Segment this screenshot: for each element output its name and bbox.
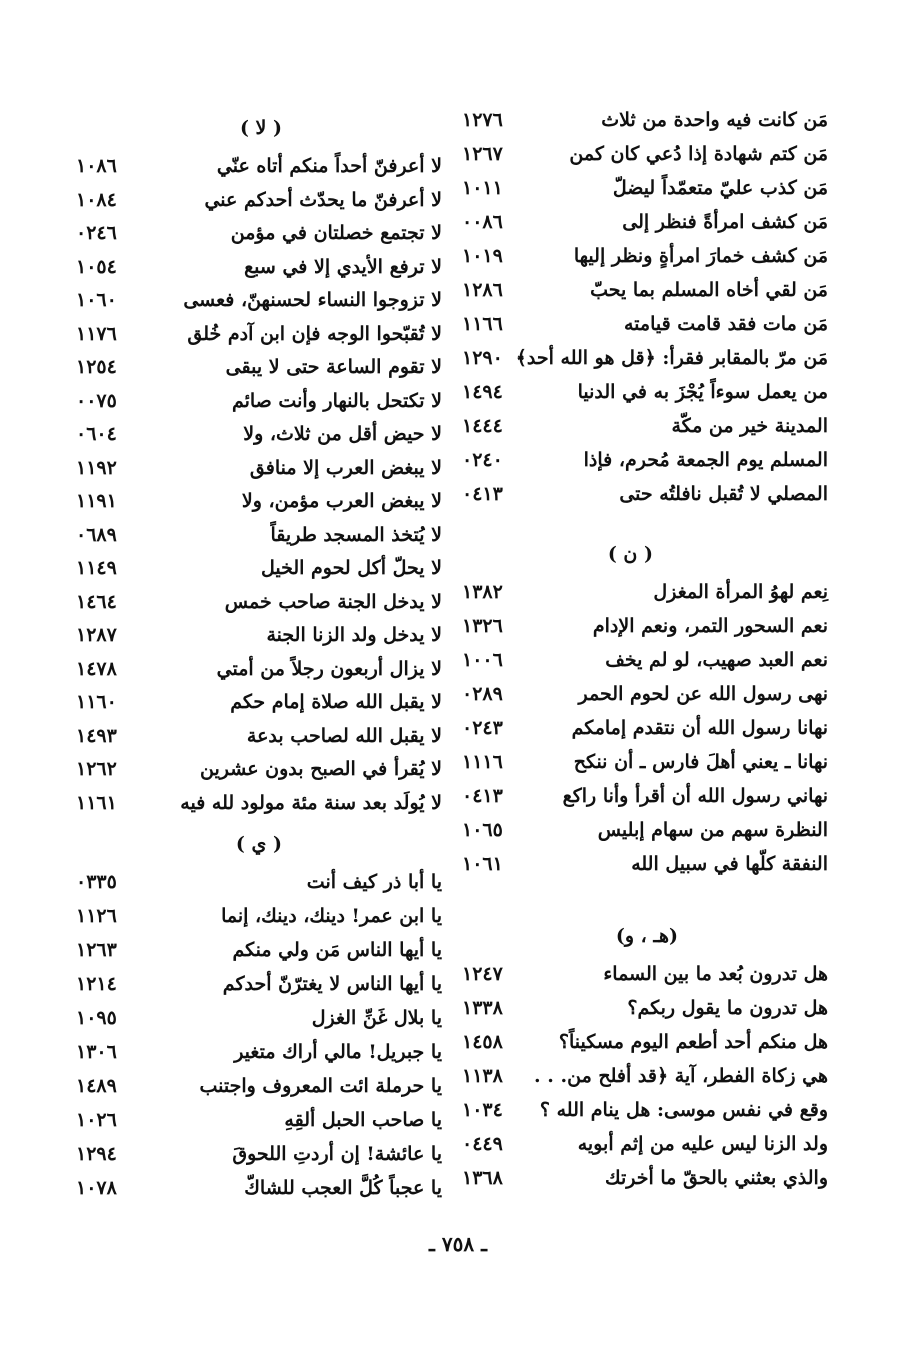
hadith-number: ١٢٨٦ xyxy=(462,279,503,301)
hadith-number: ١٤٩٣ xyxy=(76,724,117,747)
index-entry xyxy=(458,1128,828,1160)
index-entry xyxy=(458,308,828,340)
hadith-number: ١١٦٠ xyxy=(76,691,117,713)
hadith-number: ١١٢٦ xyxy=(76,905,117,927)
hadith-number: ١١٣٨ xyxy=(462,1065,503,1087)
index-entry xyxy=(60,1070,442,1102)
hadith-number: ٠٦٨٩ xyxy=(76,523,117,546)
index-entry xyxy=(458,172,828,204)
hadith-phrase: يا حرملة ائت المعروف واجتنب xyxy=(199,1075,442,1097)
hadith-number: ١٢٦٣ xyxy=(76,939,117,961)
hadith-phrase: يا عائشة! إن أردتِ اللحوقَ xyxy=(232,1143,442,1165)
hadith-phrase: يا ابن عمر! دينك، دينك، إنما xyxy=(221,905,442,927)
index-entry xyxy=(60,217,442,249)
page-number: ـ ٧٥٨ ـ xyxy=(429,1232,487,1256)
hadith-phrase: هل منكم أحد أطعم اليوم مسكيناً؟ xyxy=(558,1031,828,1053)
hadith-number: ٠٢٨٩ xyxy=(462,683,503,705)
hadith-phrase: لا يُقرأ في الصبح بدون عشرين xyxy=(200,758,442,780)
index-entry xyxy=(458,1060,828,1092)
hadith-number: ١٠١١ xyxy=(462,177,503,199)
hadith-number: ١٤٧٨ xyxy=(76,657,117,680)
index-entry xyxy=(60,1036,442,1068)
index-entry xyxy=(458,780,828,812)
hadith-number: ١٠٢٦ xyxy=(76,1109,117,1131)
hadith-phrase: المسلم يوم الجمعة مُحرم، فإذا xyxy=(583,449,828,471)
index-entry xyxy=(458,206,828,238)
hadith-number: ١٠٦١ xyxy=(462,853,503,875)
index-entry xyxy=(458,444,828,476)
hadith-phrase: لا يدخل ولد الزنا الجنة xyxy=(266,624,442,646)
index-entry xyxy=(458,712,828,744)
hadith-phrase: مَن لقي أخاه المسلم بما يحبّ xyxy=(590,279,828,301)
hadith-number: ٠٠٧٥ xyxy=(76,389,117,412)
hadith-number: ١٢٦٢ xyxy=(76,758,117,780)
index-entry xyxy=(60,968,442,1000)
hadith-number: ١٠٧٨ xyxy=(76,1177,117,1199)
hadith-phrase: يا بلال غَنِّ الغزل xyxy=(311,1007,442,1029)
index-entry xyxy=(458,1162,828,1194)
index-entry xyxy=(458,644,828,676)
hadith-phrase: لا يدخل الجنة صاحب خمس xyxy=(224,590,442,613)
hadith-number: ١١٦١ xyxy=(76,791,117,814)
index-entry xyxy=(60,686,442,718)
hadith-number: ٠٤٤٩ xyxy=(462,1133,503,1155)
index-entry xyxy=(60,934,442,966)
index-entry xyxy=(60,184,442,216)
hadith-phrase: لا تجتمع خصلتان في مؤمن xyxy=(230,222,442,244)
hadith-phrase: لا يزال أربعون رجلاً من أمتي xyxy=(216,657,442,680)
index-entry xyxy=(458,958,828,990)
index-entry xyxy=(458,274,828,306)
index-entry xyxy=(60,866,442,898)
index-entry xyxy=(60,251,442,283)
hadith-number: ٠٢٤٦ xyxy=(76,222,117,244)
hadith-number: ١٢٩٤ xyxy=(76,1143,117,1165)
index-entry xyxy=(458,376,828,408)
hadith-number: ١٢٨٧ xyxy=(76,624,117,646)
hadith-number: ١٤٨٩ xyxy=(76,1075,117,1097)
hadith-number: ١١٩٢ xyxy=(76,456,117,479)
section-header-nun: ( ن ) xyxy=(607,543,653,565)
hadith-phrase: مَن مات فقد قامت قيامته xyxy=(623,313,828,335)
index-entry xyxy=(60,385,442,417)
hadith-phrase: مَن كانت فيه واحدة من ثلاث xyxy=(601,109,828,131)
hadith-number: ٠٣٣٥ xyxy=(76,871,117,893)
hadith-number: ٠٤١٣ xyxy=(462,483,503,505)
index-entry xyxy=(60,586,442,618)
hadith-phrase: مَن كشف امرأةً فنظر إلى xyxy=(622,211,828,233)
index-entry xyxy=(458,610,828,642)
hadith-phrase: نهانا رسول الله أن نتقدم إمامكم xyxy=(571,717,828,739)
hadith-phrase: لا حيض أقل من ثلاث، ولا xyxy=(243,423,442,445)
index-entry xyxy=(60,318,442,350)
index-entry xyxy=(458,814,828,846)
hadith-phrase: لا يُتخذ المسجد طريقاً xyxy=(270,523,442,546)
hadith-phrase: لا يبغض العرب مؤمن، ولا xyxy=(241,490,442,512)
index-entry xyxy=(458,746,828,778)
index-entry xyxy=(60,787,442,819)
hadith-number: ١٣٦٨ xyxy=(462,1167,503,1189)
index-entry xyxy=(458,478,828,510)
index-entry xyxy=(458,848,828,880)
hadith-number: ١٠٠٦ xyxy=(462,649,503,671)
hadith-number: ١٤٥٨ xyxy=(462,1031,503,1053)
index-entry xyxy=(60,619,442,651)
hadith-phrase: يا أيها الناس مَن ولي منكم xyxy=(232,939,442,961)
index-entry xyxy=(60,720,442,752)
hadith-number: ١٠٨٦ xyxy=(76,155,117,177)
hadith-number: ١٤٩٤ xyxy=(462,381,503,403)
index-entry xyxy=(60,653,442,685)
hadith-number: ١٤٤٤ xyxy=(462,415,503,437)
hadith-phrase: والذي بعثني بالحقّ ما أخرتك xyxy=(604,1167,828,1189)
hadith-number: ١٣٠٦ xyxy=(76,1041,117,1063)
hadith-phrase: لا يُولَد بعد سنة مئة مولود لله فيه xyxy=(180,791,442,814)
hadith-phrase: من يعمل سوءاً يُجْزَ به في الدنيا xyxy=(577,381,828,403)
index-entry xyxy=(458,240,828,272)
index-entry xyxy=(458,342,828,374)
hadith-phrase: لا يقبل الله لصاحب بدعة xyxy=(246,724,442,747)
hadith-phrase: يا عجباً كُلَّ العجب للشاكّ xyxy=(244,1177,442,1199)
hadith-number: ١١٦٦ xyxy=(462,313,503,335)
hadith-phrase: هل تدرون بُعد ما بين السماء xyxy=(603,963,828,985)
index-entry xyxy=(458,1026,828,1058)
index-entry xyxy=(60,452,442,484)
index-entry xyxy=(60,552,442,584)
hadith-phrase: لا يحلّ أكل لحوم الخيل xyxy=(260,557,442,579)
section-header-ha-waw: (هـ ، و) xyxy=(615,925,678,947)
hadith-number: ١٣٣٨ xyxy=(462,997,503,1019)
hadith-number: ١٣٨٢ xyxy=(462,581,503,603)
hadith-phrase: المصلي لا تُقبل نافلتُه حتى xyxy=(619,483,828,505)
hadith-number: ٠٤١٣ xyxy=(462,785,503,807)
index-entry xyxy=(458,992,828,1024)
hadith-phrase: لا يقبل الله صلاة إمام حكم xyxy=(230,691,442,713)
hadith-number: ١١٤٩ xyxy=(76,557,117,579)
hadith-number: ١٣٢٦ xyxy=(462,615,503,637)
section-header-la: ( لا ) xyxy=(239,117,282,139)
hadith-phrase: النظرة سهم من سهام إبليس xyxy=(597,819,828,841)
hadith-number: ٠٠٨٦ xyxy=(462,211,503,233)
hadith-number: ١٠١٩ xyxy=(462,245,503,267)
hadith-phrase: لا يبغض العرب إلا منافق xyxy=(249,456,442,479)
hadith-phrase: نِعم لهوُ المرأة المغزل xyxy=(653,581,828,603)
hadith-number: ١١٧٦ xyxy=(76,322,117,345)
hadith-phrase: يا أيها الناس لا يغترّنّ أحدكم xyxy=(222,973,442,995)
hadith-phrase: يا أبا ذر كيف أنت xyxy=(306,871,442,893)
hadith-phrase: يا صاحب الحبل ألقِهِ xyxy=(284,1109,442,1131)
hadith-phrase: نهانا ـ يعني أهلَ فارس ـ أن ننكح xyxy=(573,751,828,773)
hadith-phrase: لا تقوم الساعة حتى لا يبقى xyxy=(225,356,442,378)
hadith-phrase: هل تدرون ما يقول ربكم؟ xyxy=(627,997,828,1019)
index-entry xyxy=(458,104,828,136)
index-entry xyxy=(60,418,442,450)
hadith-number: ٠٢٤٠ xyxy=(462,449,503,471)
hadith-number: ١٠٦٠ xyxy=(76,289,117,311)
index-entry xyxy=(60,1002,442,1034)
hadith-phrase: لا تُقبّحوا الوجه فإن ابن آدم خُلق xyxy=(187,322,442,345)
index-entry xyxy=(60,900,442,932)
hadith-phrase: نعم السحور التمر، ونعم الإدام xyxy=(592,615,828,637)
hadith-phrase: نهى رسول الله عن لحوم الحمر xyxy=(578,683,828,705)
hadith-number: ١٢٩٠ xyxy=(462,347,503,369)
hadith-number: ٠٦٠٤ xyxy=(76,423,117,445)
index-entry xyxy=(60,351,442,383)
hadith-phrase: لا أعرفنّ أحداً منكم أتاه عنّي xyxy=(216,155,442,177)
hadith-phrase: نعم العبد صهيب، لو لم يخف xyxy=(605,649,828,671)
index-entry xyxy=(458,1094,828,1126)
hadith-number: ١٢٥٤ xyxy=(76,356,117,378)
index-entry xyxy=(60,1172,442,1204)
section-header-ya: ( ي ) xyxy=(235,833,282,855)
hadith-number: ١٠٦٥ xyxy=(462,819,503,841)
hadith-phrase: لا أعرفنّ ما يحدّث أحدكم عني xyxy=(204,188,442,211)
index-entry xyxy=(458,678,828,710)
hadith-phrase: مَن مرّ بالمقابر فقرأ: ﴿قل هو الله أحد﴾ xyxy=(515,347,828,369)
hadith-number: ١٠٣٤ xyxy=(462,1099,503,1121)
hadith-number: ١٢١٤ xyxy=(76,973,117,995)
hadith-number: ١٢٧٦ xyxy=(462,109,503,131)
hadith-phrase: يا جبريل! مالي أراك متغير xyxy=(234,1041,442,1063)
hadith-number: ٠٢٤٣ xyxy=(462,717,503,739)
hadith-number: ١٢٤٧ xyxy=(462,963,503,985)
index-entry xyxy=(60,519,442,551)
hadith-number: ١١٩١ xyxy=(76,490,117,512)
index-entry xyxy=(60,485,442,517)
hadith-number: ١١١٦ xyxy=(462,751,503,773)
hadith-number: ١٠٨٤ xyxy=(76,188,117,211)
hadith-phrase: النفقة كلّها في سبيل الله xyxy=(631,853,828,875)
hadith-phrase: مَن كذب عليّ متعمّداً ليضلّ xyxy=(612,177,828,199)
index-entry xyxy=(60,150,442,182)
hadith-phrase: لا تكتحل بالنهار وأنت صائم xyxy=(231,389,442,412)
hadith-phrase: وقع في نفس موسى: هل ينام الله ؟ xyxy=(539,1099,828,1121)
hadith-number: ١٢٦٧ xyxy=(462,143,503,165)
index-entry xyxy=(60,1138,442,1170)
hadith-number: ١٤٦٤ xyxy=(76,590,117,613)
hadith-phrase: المدينة خير من مكّة xyxy=(671,415,828,437)
hadith-phrase: ولد الزنا ليس عليه من إثم أبويه xyxy=(577,1133,828,1155)
hadith-number: ١٠٥٤ xyxy=(76,255,117,278)
index-entry xyxy=(60,753,442,785)
index-entry xyxy=(60,1104,442,1136)
index-entry xyxy=(60,284,442,316)
hadith-phrase: لا تزوجوا النساء لحسنهنّ، فعسى xyxy=(183,289,442,311)
index-entry xyxy=(458,576,828,608)
hadith-phrase: هي زكاة الفطر، آية ﴿قد أفلح من. . . xyxy=(534,1065,828,1087)
hadith-phrase: مَن كشف خمارَ امرأةٍ ونظر إليها xyxy=(573,245,828,267)
hadith-number: ١٠٩٥ xyxy=(76,1007,117,1029)
hadith-phrase: نهاني رسول الله أن أقرأ وأنا راكع xyxy=(562,785,828,807)
hadith-phrase: لا ترفع الأيدي إلا في سبع xyxy=(244,255,442,278)
index-entry xyxy=(458,138,828,170)
index-entry xyxy=(458,410,828,442)
hadith-phrase: مَن كتم شهادة إذا دُعي كان كمن xyxy=(569,143,828,165)
